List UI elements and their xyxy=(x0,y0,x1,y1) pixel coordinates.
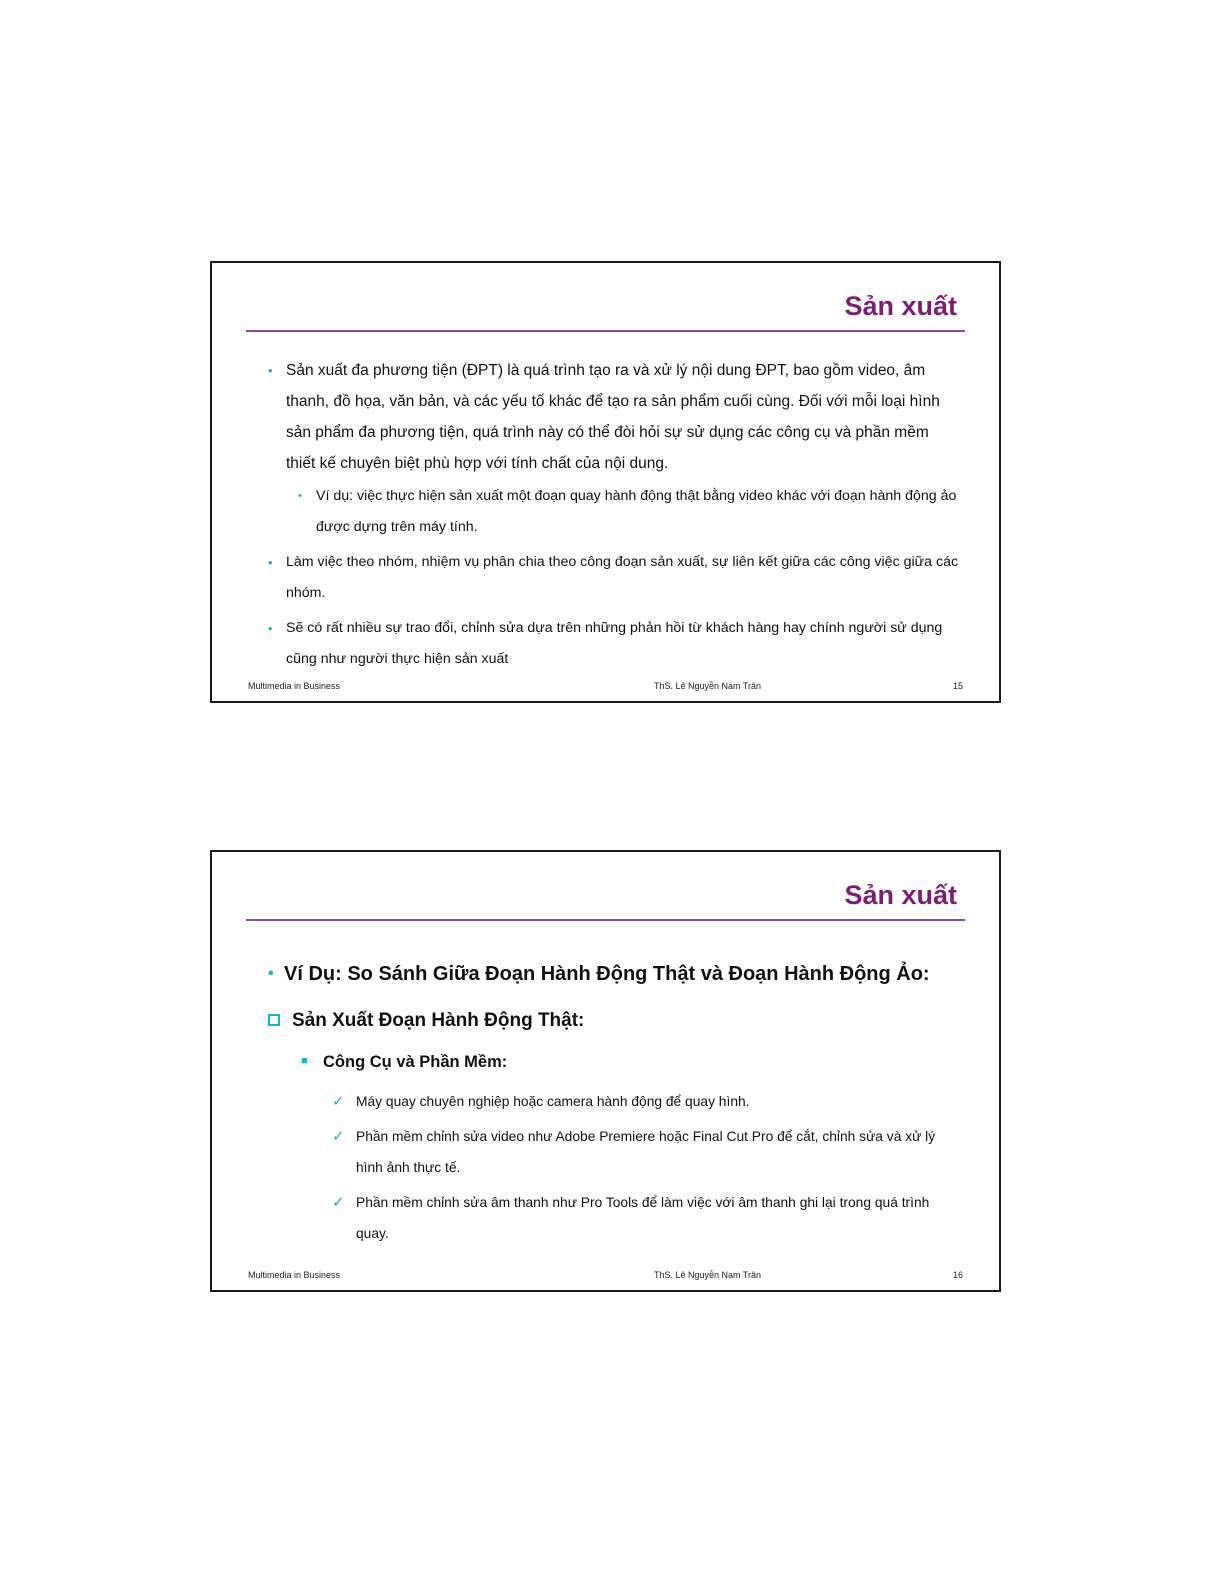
square-bullet-icon xyxy=(268,1006,292,1036)
footer-course: Multimedia in Business xyxy=(248,681,341,691)
subsubheading-text: Công Cụ và Phần Mềm: xyxy=(323,1053,508,1071)
bullet-text: Làm việc theo nhóm, nhiệm vụ phân chia theo công đoạn sản xuất, sự liên kết giữa các công việc giữa các nhóm. xyxy=(286,554,959,601)
check-icon: ✓ xyxy=(332,1093,345,1110)
filled-square-bullet-icon: ■ xyxy=(301,1055,308,1067)
dot-bullet-icon: • xyxy=(268,965,274,982)
check-item xyxy=(268,1121,959,1183)
slide-title: Sản xuất xyxy=(844,291,957,321)
bullet-item xyxy=(268,547,959,609)
heading-text: Ví Dụ: So Sánh Giữa Đoạn Hành Động Thật và Đoạn Hành Động Ảo: xyxy=(284,963,930,985)
footer-page-number: 16 xyxy=(952,1270,963,1280)
footer-author: ThS. Lê Nguyễn Nam Trân xyxy=(654,681,762,691)
footer-page-number: 15 xyxy=(952,681,963,691)
sub-bullet-item xyxy=(268,481,959,543)
bullet-item xyxy=(268,355,959,479)
check-icon: ✓ xyxy=(332,1194,345,1211)
heading-bullet xyxy=(268,958,959,990)
subsubheading-bullet xyxy=(268,1048,959,1076)
title-divider xyxy=(246,919,965,921)
check-item xyxy=(268,1187,959,1249)
footer-course: Multimedia in Business xyxy=(248,1270,341,1280)
dot-bullet-icon: • xyxy=(268,621,273,636)
subheading-bullet xyxy=(268,1006,959,1036)
slide-15 xyxy=(210,261,1001,703)
slide-16 xyxy=(210,850,1001,1292)
check-item xyxy=(268,1086,959,1117)
sub-bullet-text: Ví dụ: việc thực hiện sản xuất một đoạn quay hành động thật bằng video khác với đoạn hành động ảo được dựng trên máy tính. xyxy=(316,488,957,535)
footer-author: ThS. Lê Nguyễn Nam Trân xyxy=(654,1270,762,1280)
check-item-text: Máy quay chuyên nghiệp hoặc camera hành động để quay hình. xyxy=(356,1094,750,1109)
bullet-text: Sản xuất đa phương tiện (ĐPT) là quá trình tạo ra và xử lý nội dung ĐPT, bao gồm video, âm thanh, đồ họa, văn bản, và các yếu tố khác để tạo ra sản phẩm cuối cùng. Đối với mỗi loại hình sản phẩm đa phương tiện, quá trình này có thể đòi hỏi sự sử dụng các công cụ và phần mềm thiết kế chuyên biệt phù hợp với tính chất của nội dung. xyxy=(286,362,940,472)
dot-bullet-icon: • xyxy=(298,490,302,502)
title-divider xyxy=(246,330,965,332)
slide-body xyxy=(268,958,959,1253)
dot-bullet-icon: • xyxy=(268,363,273,378)
dot-bullet-icon: • xyxy=(268,555,273,570)
slide-body xyxy=(268,355,959,679)
bullet-text: Sẽ có rất nhiều sự trao đổi, chỉnh sửa dựa trên những phản hồi từ khách hàng hay chính người sử dụng cũng như người thực hiện sản xuất xyxy=(286,620,943,667)
subheading-text: Sản Xuất Đoạn Hành Động Thật: xyxy=(292,1010,585,1031)
slide-title: Sản xuất xyxy=(844,880,957,910)
bullet-item xyxy=(268,613,959,675)
check-item-text: Phần mềm chỉnh sửa video như Adobe Premiere hoặc Final Cut Pro để cắt, chỉnh sửa và xử lý hình ảnh thực tế. xyxy=(356,1129,936,1175)
check-icon: ✓ xyxy=(332,1128,345,1145)
check-item-text: Phần mềm chỉnh sửa âm thanh như Pro Tools để làm việc với âm thanh ghi lại trong quá trình quay. xyxy=(356,1195,930,1241)
